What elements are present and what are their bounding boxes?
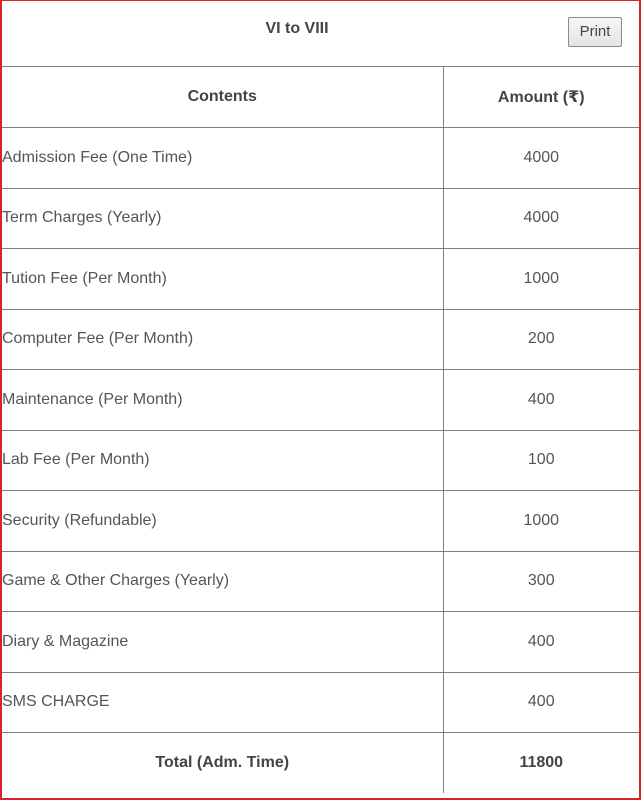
fee-table: [2, 67, 639, 793]
table-row: [2, 249, 639, 310]
fee-label: Maintenance (Per Month): [2, 370, 443, 431]
table-row: [2, 309, 639, 370]
fee-label: Lab Fee (Per Month): [2, 430, 443, 491]
fee-amount: 400: [443, 672, 639, 733]
table-row: [2, 188, 639, 249]
column-header-amount: Amount (₹): [443, 67, 639, 128]
fee-label: Game & Other Charges (Yearly): [2, 551, 443, 612]
total-row: [2, 733, 639, 794]
class-range-title: VI to VIII: [265, 20, 329, 37]
fee-label: Tution Fee (Per Month): [2, 249, 443, 310]
table-row: [2, 370, 639, 431]
table-row: [2, 430, 639, 491]
total-amount: 11800: [519, 754, 564, 771]
table-row: [2, 612, 639, 673]
print-button[interactable]: Print: [568, 17, 622, 47]
fee-label: Admission Fee (One Time): [2, 128, 443, 189]
fee-panel-header: [2, 1, 639, 67]
fee-amount: 100: [443, 430, 639, 491]
table-header-row: [2, 67, 639, 128]
fee-amount: 400: [443, 370, 639, 431]
fee-amount: 200: [443, 309, 639, 370]
fee-amount: 4000: [443, 188, 639, 249]
total-label: Total (Adm. Time): [2, 733, 443, 794]
fee-amount: 400: [443, 612, 639, 673]
column-header-contents: Contents: [2, 67, 443, 128]
fee-label: Term Charges (Yearly): [2, 188, 443, 249]
table-row: [2, 672, 639, 733]
table-row: [2, 551, 639, 612]
table-row: [2, 128, 639, 189]
fee-amount: 1000: [443, 491, 639, 552]
fee-label: Computer Fee (Per Month): [2, 309, 443, 370]
fee-amount: 1000: [443, 249, 639, 310]
fee-amount: 300: [443, 551, 639, 612]
fee-label: SMS CHARGE: [2, 672, 443, 733]
table-row: [2, 491, 639, 552]
fee-amount: 4000: [443, 128, 639, 189]
fee-label: Diary & Magazine: [2, 612, 443, 673]
fee-label: Security (Refundable): [2, 491, 443, 552]
